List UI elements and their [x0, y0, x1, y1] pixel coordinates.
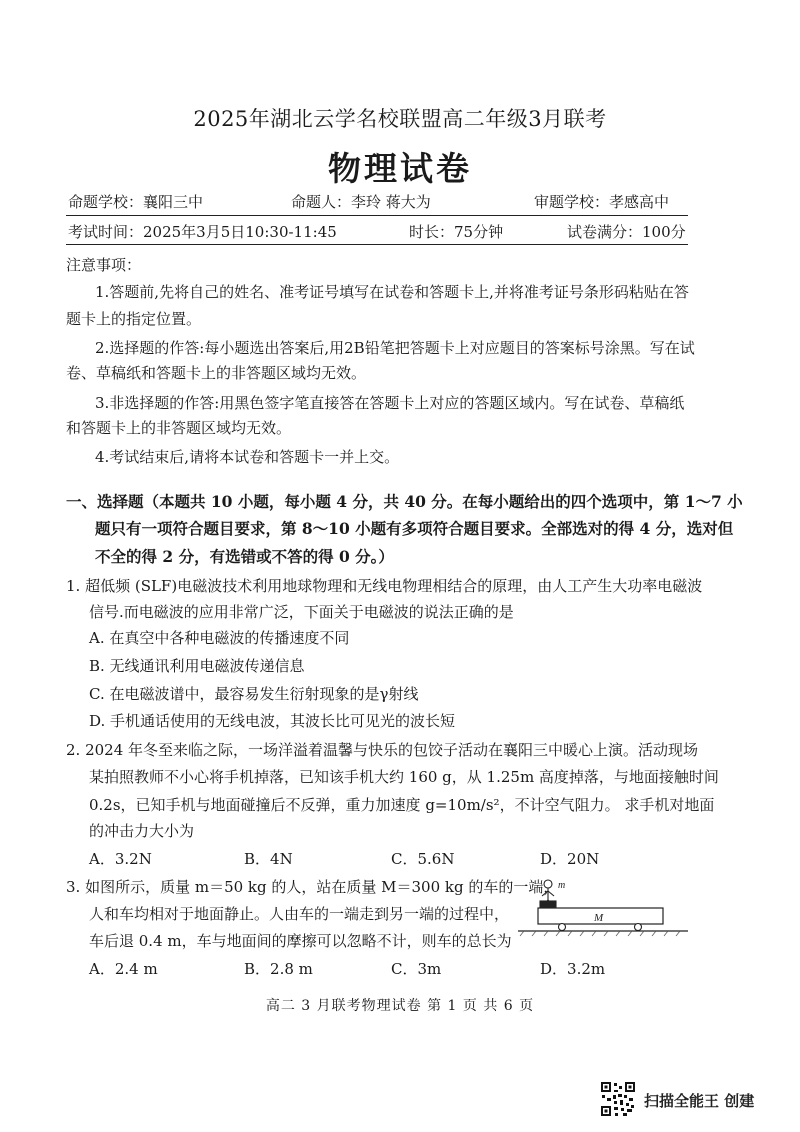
q3-option-d: D．3.2m: [540, 960, 606, 978]
q2-option-b: B．4N: [244, 850, 293, 868]
note-1-line-1: 1.答题前,先将自己的姓名、准考证号填写在试卷和答题卡上,并将准考证号条形码粘贴在答: [95, 283, 689, 301]
label-m: m: [558, 880, 566, 891]
person-icon: [540, 880, 556, 908]
score-label: 试卷满分：100分: [567, 223, 686, 241]
q2-option-d: D．20N: [540, 850, 600, 868]
header-divider-2: [66, 244, 688, 245]
school-label: 命题学校：襄阳三中: [68, 193, 204, 211]
q1-line-1: 1. 超低频 (SLF)电磁波技术利用地球物理和无线电物理相结合的原理，由人工产生大功率电磁波: [66, 577, 703, 595]
q2-line-1: 2. 2024 年冬至来临之际，一场洋溢着温馨与快乐的包饺子活动在襄阳三中暖心上演。活动现场: [66, 741, 699, 759]
q1-option-a: A. 在真空中各种电磁波的传播速度不同: [89, 629, 350, 647]
q2-line-4: 的冲击力大小为: [89, 822, 195, 840]
author-label: 命题人：李玲 蒋大为: [291, 193, 431, 211]
subject-title: 物理试卷: [328, 149, 472, 188]
note-3-line-1: 3.非选择题的作答:用黑色签字笔直接答在答题卡上对应的答题区域内。写在试卷、草稿纸: [95, 394, 685, 412]
q3-option-b: B．2.8 m: [244, 960, 313, 978]
note-3-line-2: 和答题卡上的非答题区域均无效。: [66, 419, 292, 437]
cart-wheel-left: [559, 924, 566, 931]
section-1-line-2: 题只有一项符合题目要求，第 8～10 小题有多项符合题目要求。全部选对的得 4 分，选对但: [95, 519, 734, 538]
q3-option-c: C．3m: [391, 960, 442, 978]
ground-hatch: [520, 931, 680, 936]
q2-option-c: C．5.6N: [391, 850, 455, 868]
scanner-watermark-text: 扫描全能王 创建: [644, 1092, 755, 1110]
section-1-line-3: 不全的得 2 分，有选错或不答的得 0 分。）: [95, 547, 394, 566]
note-4: 4.考试结束后,请将本试卷和答题卡一并上交。: [95, 448, 400, 466]
q2-line-3: 0.2s，已知手机与地面碰撞后不反弹，重力加速度 g=10m/s²，不计空气阻力。 求手机对地面: [89, 796, 715, 814]
q1-option-b: B. 无线通讯利用电磁波传递信息: [89, 657, 305, 675]
cart-person-figure: [518, 876, 693, 940]
cart-wheel-right: [635, 924, 642, 931]
section-1-line-1: 一、选择题（本题共 10 小题，每小题 4 分，共 40 分。在每小题给出的四个选项中，第 1～7 小: [66, 492, 743, 511]
q3-line-1: 3. 如图所示，质量 m＝50 kg 的人，站在质量 M＝300 kg 的车的一端，: [66, 878, 559, 896]
note-2-line-1: 2.选择题的作答:每小题选出答案后,用2B铅笔把答题卡上对应题目的答案标号涂黑。写在试: [95, 339, 695, 357]
q3-option-a: A．2.4 m: [89, 960, 158, 978]
q2-option-a: A．3.2N: [89, 850, 152, 868]
notes-heading: 注意事项：: [66, 256, 142, 274]
q3-line-2: 人和车均相对于地面静止。人由车的一端走到另一端的过程中，: [89, 905, 510, 923]
q1-option-c: C. 在电磁波谱中，最容易发生衍射现象的是γ射线: [89, 685, 419, 703]
qr-code-icon: [600, 1081, 636, 1117]
header-divider-1: [66, 215, 688, 216]
note-1-line-2: 题卡上的指定位置。: [66, 310, 202, 328]
duration-label: 时长：75分钟: [409, 223, 504, 241]
page-footer: 高二 3 月联考物理试卷 第 1 页 共 6 页: [265, 998, 535, 1014]
q1-line-2: 信号.而电磁波的应用非常广泛，下面关于电磁波的说法正确的是: [89, 603, 514, 621]
review-label: 审题学校：孝感高中: [534, 193, 670, 211]
note-2-line-2: 卷、草稿纸和答题卡上的非答题区域均无效。: [66, 364, 367, 382]
q2-line-2: 某拍照教师不小心将手机掉落，已知该手机大约 160 g，从 1.25m 高度掉落，与地面接触时间: [89, 768, 719, 786]
q1-option-d: D. 手机通话使用的无线电波，其波长比可见光的波长短: [89, 712, 456, 730]
exam-title: 2025年湖北云学名校联盟高二年级3月联考: [193, 107, 607, 131]
q3-line-3: 车后退 0.4 m，车与地面间的摩擦可以忽略不计，则车的总长为: [89, 932, 512, 950]
label-M: M: [594, 912, 604, 924]
time-label: 考试时间：2025年3月5日10:30-11:45: [68, 223, 337, 241]
